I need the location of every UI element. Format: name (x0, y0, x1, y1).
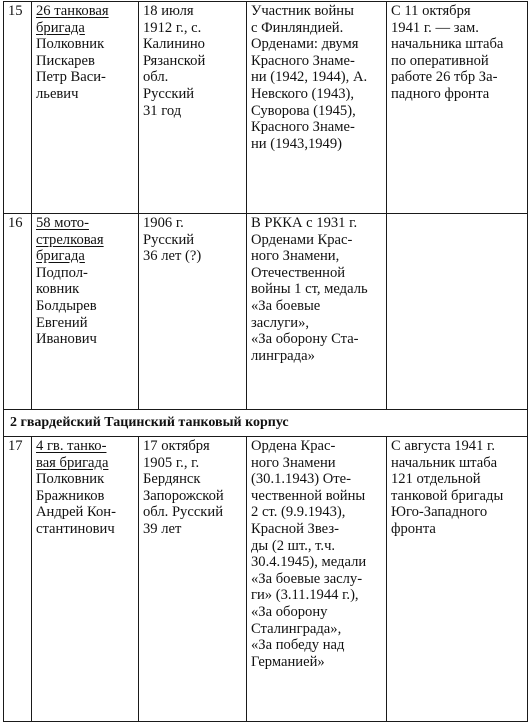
personnel-table (3, 1, 528, 722)
awards-line: ни (1942, 1944), А. (251, 69, 368, 86)
commander-name: льевич (36, 85, 79, 102)
birth-line: 36 лет (?) (143, 248, 202, 265)
commander-name: Подпол- (36, 264, 88, 281)
service-line: начальника штаба (391, 36, 504, 53)
awards-line: ды (2 шт., т.ч. (251, 537, 336, 554)
birth-line: 18 июля (143, 3, 194, 19)
service-line: 1941 г. — зам. (391, 19, 479, 36)
awards-line: «За боевые (251, 297, 321, 314)
commander-name: Евгений (36, 314, 88, 331)
commander-name: Полковник (36, 36, 105, 53)
awards-line: «За оборону (251, 603, 328, 620)
commander-name: Полковник (36, 471, 105, 488)
unit-and-name-cell (32, 214, 139, 410)
row-number: 15 (4, 2, 32, 214)
awards-cell (247, 2, 387, 214)
table-row (4, 214, 528, 410)
service-cell (387, 437, 528, 722)
birth-cell (139, 437, 247, 722)
birth-line: Калинино (143, 36, 205, 53)
awards-line: Красной Звез- (251, 520, 339, 537)
service-cell (387, 2, 528, 214)
awards-line: Германией» (251, 653, 325, 670)
unit-and-name-cell (32, 437, 139, 722)
awards-line: с Финляндией. (251, 19, 344, 36)
commander-name: Петр Васи- (36, 69, 106, 86)
commander-name: Болдырев (36, 297, 97, 314)
awards-line: «За оборону Ста- (251, 331, 359, 348)
awards-line: «За боевые заслу- (251, 570, 363, 587)
birth-line: Русский (143, 231, 195, 248)
service-line: 121 отдельной (391, 471, 481, 488)
service-line: С августа 1941 г. (391, 438, 496, 454)
awards-line: Сталинграда», (251, 620, 342, 637)
birth-line: Русский (143, 85, 195, 102)
awards-line: Участник войны (251, 3, 354, 19)
row-number: 16 (4, 214, 32, 410)
service-line: начальник штаба (391, 454, 498, 471)
unit-name: 4 гв. танко- (36, 438, 107, 454)
birth-line: Рязанской (143, 52, 206, 69)
awards-line: 30.4.1945), медали (251, 554, 367, 571)
unit-name: бригада (36, 19, 85, 36)
commander-name: ковник (36, 281, 80, 298)
table-row (4, 2, 528, 214)
awards-line: ного Знамени (251, 454, 336, 471)
awards-line: Красного Знаме- (251, 52, 355, 69)
awards-line: (30.1.1943) Оте- (251, 471, 351, 488)
commander-name: Иванович (36, 331, 97, 348)
birth-line: 17 октября (143, 438, 210, 454)
awards-line: В РККА с 1931 г. (251, 215, 358, 231)
awards-line: Невского (1943), (251, 85, 355, 102)
service-line: Юго-Западного (391, 504, 488, 521)
section-header-row (4, 410, 528, 437)
awards-line: Орденами: двумя (251, 36, 359, 53)
awards-line: войны 1 ст, медаль (251, 281, 368, 298)
awards-line: линграда» (251, 347, 315, 364)
unit-name: вая бригада (36, 454, 109, 471)
unit-name: бригада (36, 248, 85, 265)
unit-name: 26 танковая (36, 3, 109, 19)
unit-and-name-cell (32, 2, 139, 214)
commander-name: Пискарев (36, 52, 95, 69)
commander-name: Андрей Кон- (36, 504, 116, 521)
unit-name: стрелковая (36, 231, 104, 248)
service-line: падного фронта (391, 85, 490, 102)
service-line: по оперативной (391, 52, 489, 69)
awards-line: Суворова (1945), (251, 102, 356, 119)
birth-line: 1905 г., г. (143, 454, 200, 471)
unit-name: 58 мото- (36, 215, 89, 231)
birth-cell (139, 214, 247, 410)
service-cell (387, 214, 528, 410)
section-title: 2 гвардейский Тацинский танковый корпус (4, 410, 528, 437)
awards-line: Красного Знаме- (251, 119, 355, 136)
service-line: фронта (391, 520, 436, 537)
commander-name: стантинович (36, 520, 115, 537)
awards-line: Орденами Крас- (251, 231, 353, 248)
awards-line: ного Знамени, (251, 248, 340, 265)
service-line: танковой бригады (391, 487, 504, 504)
row-number: 17 (4, 437, 32, 722)
birth-line: 31 год (143, 102, 182, 119)
birth-line: 1906 г. (143, 215, 184, 231)
awards-line: Отечественной (251, 264, 346, 281)
birth-line: 39 лет (143, 520, 182, 537)
service-line: С 11 октября (391, 3, 471, 19)
awards-cell (247, 214, 387, 410)
commander-name: Бражников (36, 487, 105, 504)
birth-cell (139, 2, 247, 214)
birth-line: обл. (143, 69, 169, 86)
birth-line: обл. Русский (143, 504, 224, 521)
awards-line: заслуги», (251, 314, 310, 331)
service-line: работе 26 тбр За- (391, 69, 498, 86)
awards-line: 2 ст. (9.9.1943), (251, 504, 346, 521)
awards-line: ги» (3.11.1944 г.), (251, 587, 359, 604)
birth-line: Запорожской (143, 487, 224, 504)
awards-line: ни (1943,1949) (251, 135, 343, 152)
birth-line: Бердянск (143, 471, 201, 488)
awards-cell (247, 437, 387, 722)
awards-line: «За победу над (251, 637, 345, 654)
birth-line: 1912 г., с. (143, 19, 202, 36)
table-row (4, 437, 528, 722)
awards-line: Ордена Крас- (251, 438, 336, 454)
awards-line: чественной войны (251, 487, 366, 504)
